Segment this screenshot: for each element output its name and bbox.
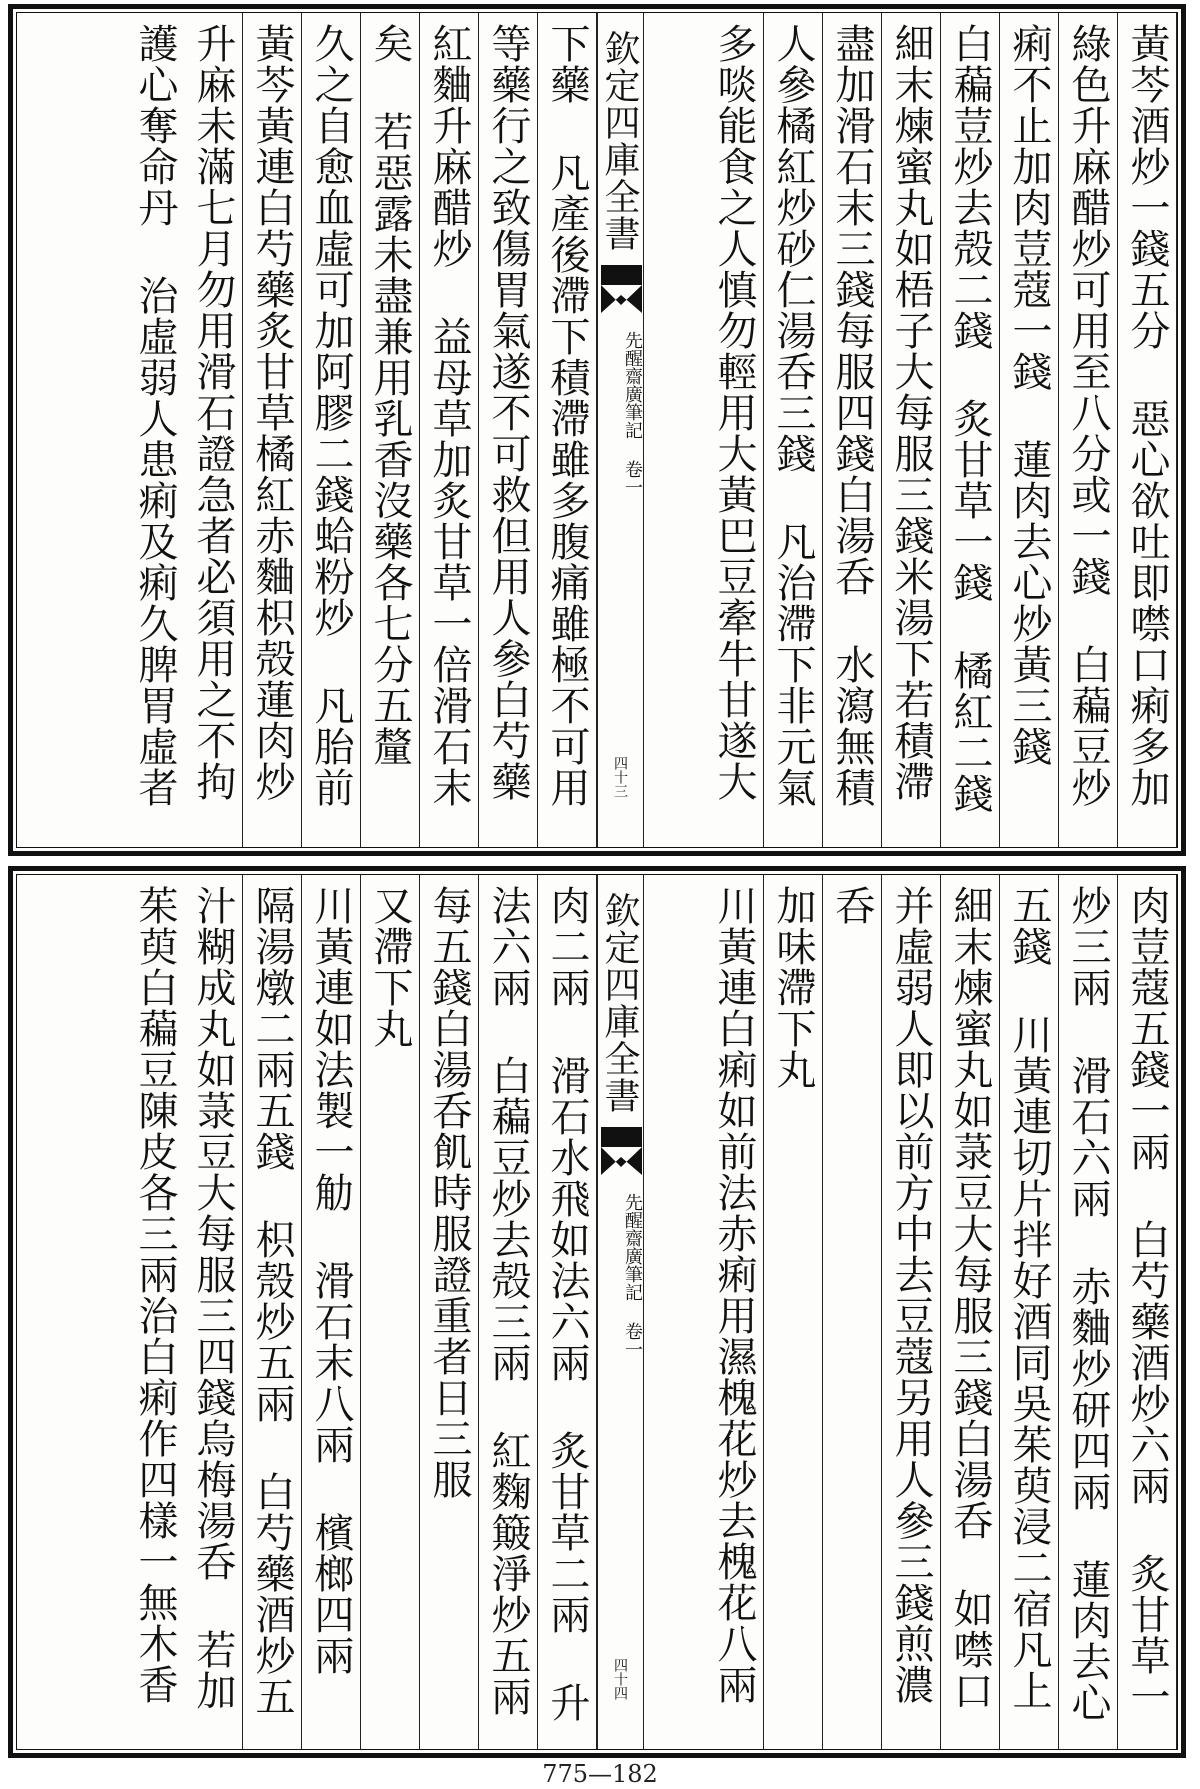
text-column	[125, 875, 184, 1749]
text-column	[764, 875, 823, 1749]
column-text: 矣 若惡露未盡兼用乳香沒藥各七分五釐	[367, 23, 413, 767]
bottom-page-frame	[16, 874, 1178, 1750]
text-column	[1059, 875, 1118, 1749]
top-page-frame	[16, 12, 1178, 848]
page-number: 四十四	[612, 1658, 628, 1700]
text-column	[823, 13, 882, 847]
column-text: 紅麯升麻醋炒 益母草加炙甘草一倍滑石末	[426, 23, 472, 808]
column-text: 并虛弱人即以前方中去豆蔻另用人參三錢煎濃	[888, 885, 934, 1705]
column-text: 護心奪命丹 治虛弱人患痢及痢久脾胃虛者	[132, 23, 178, 808]
column-text: 又滯下丸	[367, 885, 413, 1049]
column-text: 白藊荳炒去殻二錢 炙甘草一錢 橘紅二錢	[947, 23, 993, 814]
bottom-columns	[17, 875, 1177, 1749]
column-text: 加味滯下丸	[770, 885, 816, 1090]
column-text: 人參橘紅炒砂仁湯呑三錢 凡治滯下非元氣	[770, 23, 816, 808]
text-column	[1000, 875, 1059, 1749]
column-text: 炒三兩 滑石六兩 赤麯炒研四兩 蓮肉去心	[1065, 885, 1111, 1723]
center-column	[597, 875, 644, 1749]
book-title: 欽定四庫全書	[599, 892, 640, 1114]
text-column	[302, 875, 361, 1749]
column-text: 肉荳蔻五錢一兩 白芍藥酒炒六兩 炙甘草一	[1124, 885, 1170, 1717]
column-text: 五錢 川黃連切片拌好酒同吳茱萸浸二宿凡上	[1006, 885, 1052, 1711]
column-text: 每五錢白湯呑飢時服證重者日三服	[426, 885, 472, 1500]
text-column	[1118, 875, 1177, 1749]
book-title: 欽定四庫全書	[599, 30, 640, 252]
catalog-number: 775—182	[542, 1760, 658, 1788]
column-text: 汁糊成丸如菉豆大每服三四錢烏梅湯呑 若加	[190, 885, 236, 1711]
text-column	[882, 13, 941, 847]
column-text: 細末煉蜜丸如梧子大每服三錢米湯下若積滯	[888, 23, 934, 802]
column-text: 黃芩酒炒一錢五分 惡心欲吐即噤口痢多加	[1124, 23, 1170, 808]
text-column	[941, 875, 1000, 1749]
text-column	[243, 13, 302, 847]
column-text: 法六兩 白藊豆炒去殻三兩 紅麴簸淨炒五兩	[485, 885, 531, 1717]
column-text: 細末煉蜜丸如菉豆大每服三錢白湯呑 如噤口	[947, 885, 993, 1711]
text-column	[1118, 13, 1177, 847]
center-column	[597, 13, 644, 847]
text-column	[243, 875, 302, 1749]
chapter-label: 先醒齋廣筆記 卷一	[622, 331, 643, 496]
text-column	[184, 875, 243, 1749]
bottom-page	[8, 866, 1186, 1758]
text-column	[479, 875, 538, 1749]
column-text: 多啖能食之人慎勿輕用大黃巴豆牽牛甘遂大	[711, 23, 757, 802]
fish-tail-mark-icon	[601, 1127, 642, 1175]
top-page	[8, 4, 1186, 856]
fish-tail-mark-icon	[601, 265, 642, 313]
column-text: 下藥 凡產後滯下積滯雖多腹痛雖極不可用	[544, 23, 590, 808]
chapter-label: 先醒齋廣筆記 卷一	[622, 1193, 643, 1358]
text-column	[420, 13, 479, 847]
text-column	[705, 875, 764, 1749]
text-column	[1059, 13, 1118, 847]
column-text: 川黃連如法製一觔 滑石末八兩 檳榔四兩	[308, 885, 354, 1676]
text-column	[361, 875, 420, 1749]
column-text: 盡加滑石末三錢每服四錢白湯呑 水瀉無積	[829, 23, 875, 808]
column-text: 黃芩黃連白芍藥炙甘草橘紅赤麯枳殻蓮肉炒	[249, 23, 295, 802]
column-text: 呑	[829, 885, 875, 926]
column-text: 茱萸白藊豆陳皮各三兩治白痢作四樣一無木香	[132, 885, 178, 1705]
column-text: 痢不止加肉荳蔻一錢 蓮肉去心炒黃三錢	[1006, 23, 1052, 767]
text-column	[1000, 13, 1059, 847]
column-text: 綠色升麻醋炒可用至八分或一錢 白藊豆炒	[1065, 23, 1111, 808]
column-text: 升麻未滿七月勿用滑石證急者必須用之不拘	[190, 23, 236, 802]
column-text: 等藥行之致傷胃氣遂不可救但用人參白芍藥	[485, 23, 531, 802]
text-column	[302, 13, 361, 847]
column-text: 肉二兩 滑石水飛如法六兩 炙甘草二兩 升	[544, 885, 590, 1723]
text-column	[764, 13, 823, 847]
text-column	[538, 13, 597, 847]
text-column	[882, 875, 941, 1749]
text-column	[823, 875, 882, 1749]
top-columns	[17, 13, 1177, 847]
column-text: 久之自愈血虛可加阿膠二錢蛤粉炒 凡胎前	[308, 23, 354, 808]
column-text: 川黃連白痢如前法赤痢用濕槐花炒去槐花八兩	[711, 885, 757, 1705]
text-column	[479, 13, 538, 847]
text-column	[941, 13, 1000, 847]
text-column	[125, 13, 184, 847]
column-text: 隔湯燉二兩五錢 枳殼炒五兩 白芍藥酒炒五	[249, 885, 295, 1717]
text-column	[538, 875, 597, 1749]
text-column	[184, 13, 243, 847]
page-number: 四十三	[612, 756, 628, 798]
text-column	[420, 875, 479, 1749]
text-column	[705, 13, 764, 847]
text-column	[361, 13, 420, 847]
